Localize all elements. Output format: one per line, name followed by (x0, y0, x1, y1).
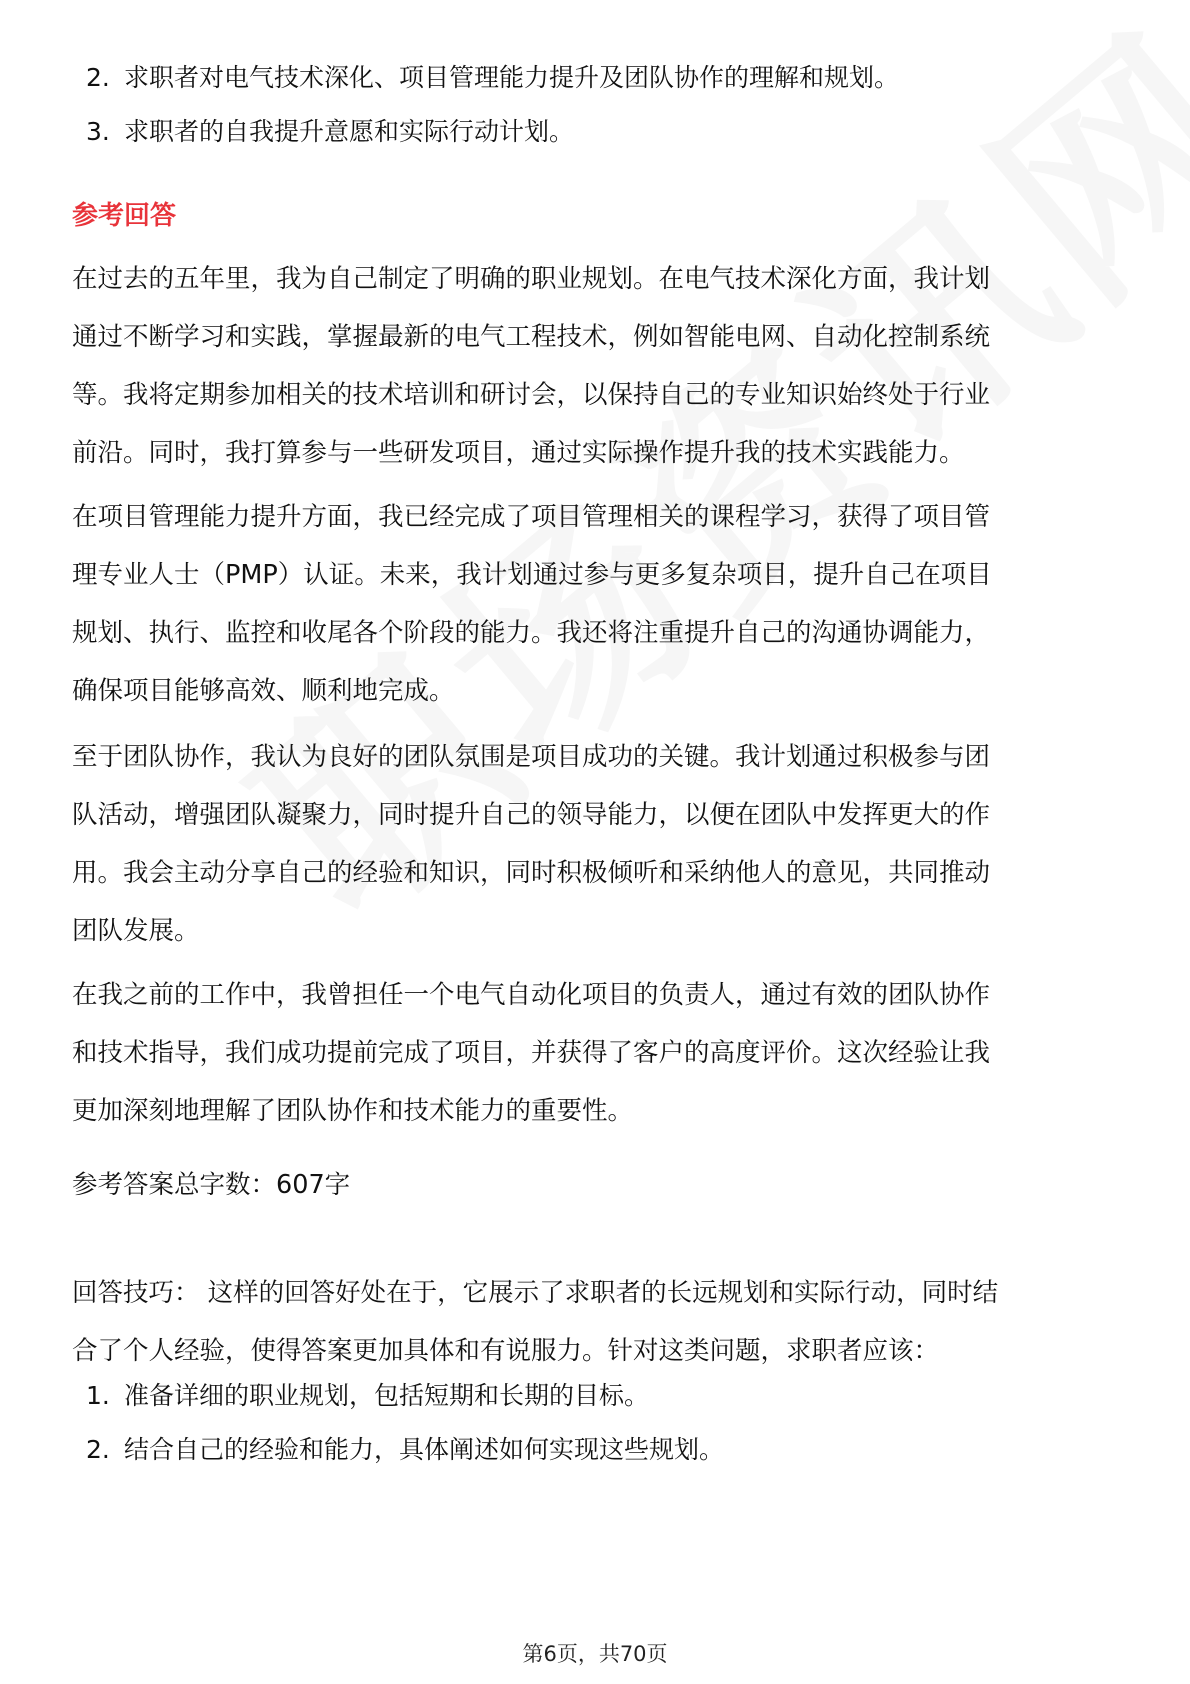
page-number: 第6页，共70页 (522, 1642, 668, 1666)
paragraph (72, 488, 992, 720)
list-number: 1. (86, 1381, 110, 1410)
paragraph-line: 理专业人士（PMP）认证。未来，我计划通过参与更多复杂项目，提升自己在项目 (72, 560, 992, 590)
list-item (86, 114, 574, 150)
list-number: 2. (86, 63, 110, 92)
paragraph-line: 至于团队协作，我认为良好的团队氛围是项目成功的关键。我计划通过积极参与团 (72, 742, 991, 772)
paragraph-line: 等。我将定期参加相关的技术培训和研讨会，以保持自己的专业知识始终处于行业 (72, 380, 991, 410)
paragraph-line: 在我之前的工作中，我曾担任一个电气自动化项目的负责人，通过有效的团队协作 (72, 980, 991, 1010)
paragraph-line: 合了个人经验，使得答案更加具体和有说服力。针对这类问题，求职者应该： (72, 1336, 940, 1366)
list-item (86, 1432, 724, 1468)
paragraph-line: 在过去的五年里，我为自己制定了明确的职业规划。在电气技术深化方面，我计划 (72, 264, 991, 294)
paragraph-line: 在项目管理能力提升方面，我已经完成了项目管理相关的课程学习，获得了项目管 (72, 502, 991, 532)
section-heading: 参考回答 (72, 201, 177, 231)
paragraph-line: 和技术指导，我们成功提前完成了项目，并获得了客户的高度评价。这次经验让我 (72, 1038, 991, 1068)
list-number: 2. (86, 1435, 110, 1464)
paragraph-line: 确保项目能够高效、顺利地完成。 (72, 676, 455, 706)
list-text: 求职者的自我提升意愿和实际行动计划。 (124, 117, 575, 146)
paragraph-line: 队活动，增强团队凝聚力，同时提升自己的领导能力，以便在团队中发挥更大的作 (72, 800, 991, 830)
paragraph-line: 规划、执行、监控和收尾各个阶段的能力。我还将注重提升自己的沟通协调能力， (72, 618, 991, 648)
paragraph-line: 回答技巧： 这样的回答好处在于，它展示了求职者的长远规划和实际行动，同时结 (72, 1278, 999, 1308)
paragraph (72, 250, 990, 482)
paragraph-line: 用。我会主动分享自己的经验和知识，同时积极倾听和采纳他人的意见，共同推动 (72, 858, 991, 888)
word-count: 参考答案总字数：607字 (72, 1170, 351, 1200)
paragraph-line: 团队发展。 (72, 916, 200, 946)
list-item (86, 1378, 649, 1414)
list-text: 准备详细的职业规划，包括短期和长期的目标。 (124, 1381, 650, 1410)
paragraph (72, 728, 990, 960)
paragraph (72, 966, 990, 1140)
list-item (86, 60, 899, 96)
answer-tips (72, 1264, 998, 1380)
paragraph-line: 通过不断学习和实践，掌握最新的电气工程技术，例如智能电网、自动化控制系统 (72, 322, 991, 352)
list-text: 求职者对电气技术深化、项目管理能力提升及团队协作的理解和规划。 (124, 63, 900, 92)
list-text: 结合自己的经验和能力，具体阐述如何实现这些规划。 (124, 1435, 725, 1464)
list-number: 3. (86, 117, 110, 146)
paragraph-line: 前沿。同时，我打算参与一些研发项目，通过实际操作提升我的技术实践能力。 (72, 438, 965, 468)
paragraph-line: 更加深刻地理解了团队协作和技术能力的重要性。 (72, 1096, 634, 1126)
